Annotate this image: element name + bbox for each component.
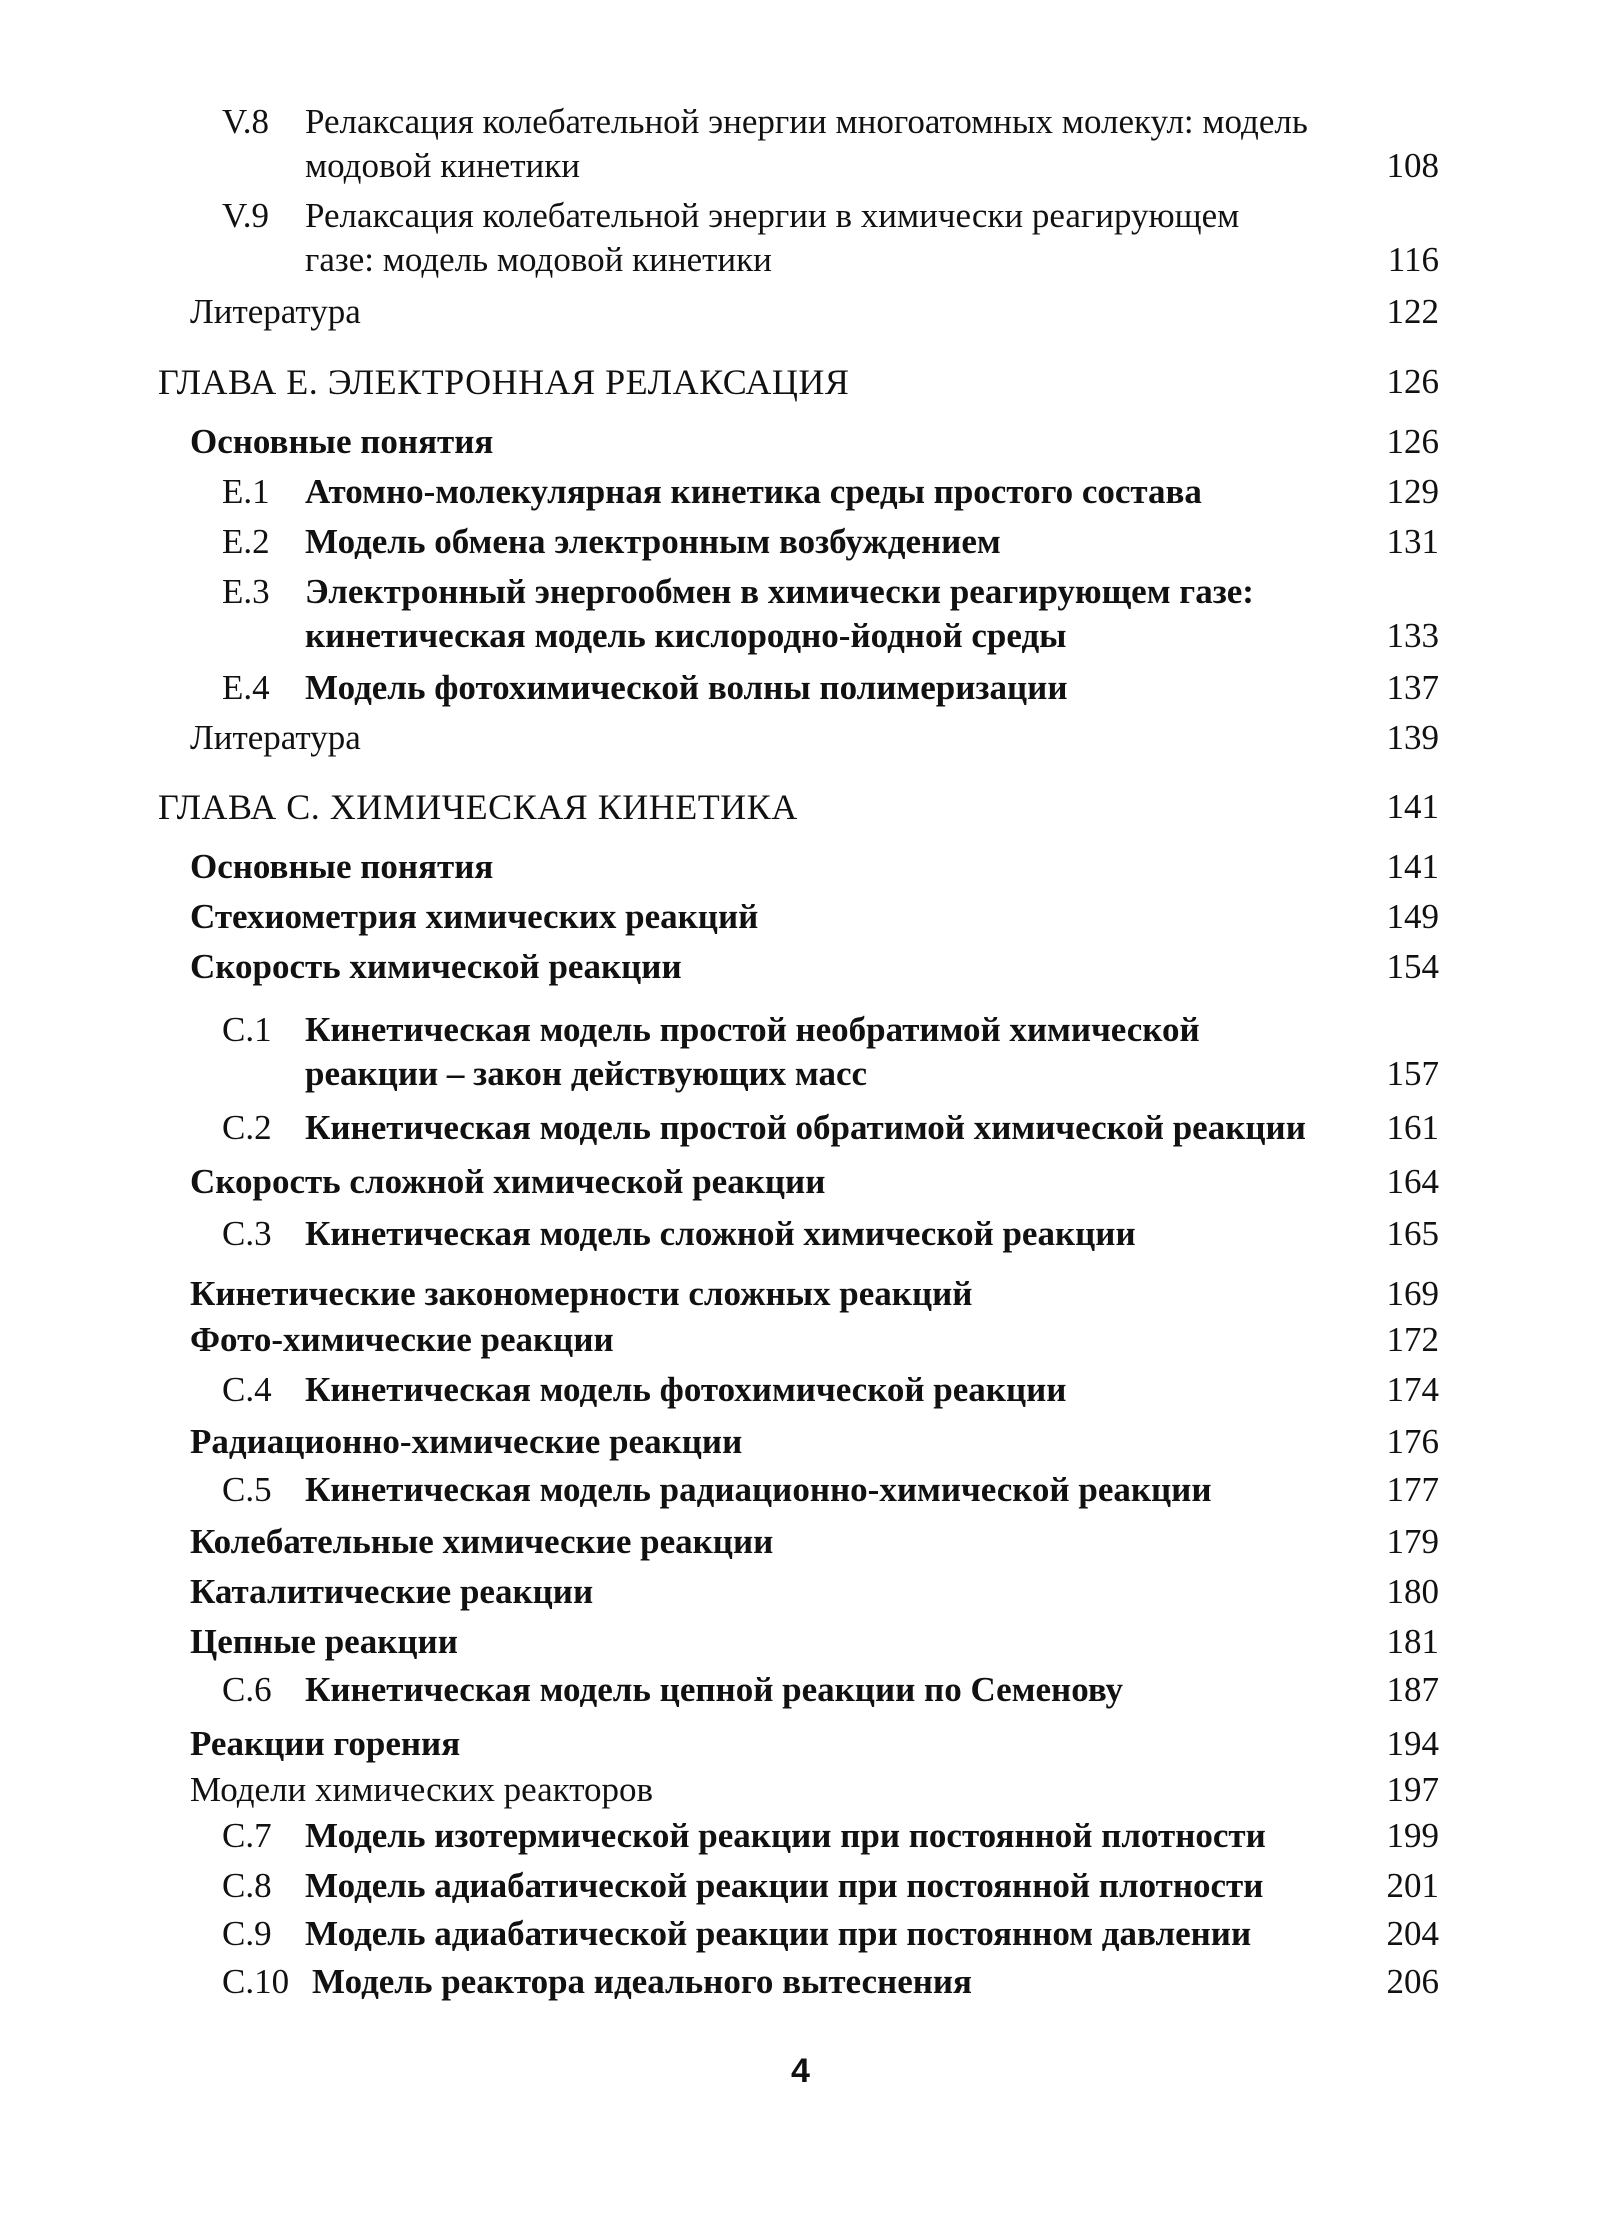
toc-title: Электронный энергообмен в химически реагирующем газе: кинетическая модель кислородно-йодной среды [305, 572, 1254, 655]
toc-title: Каталитические реакции [190, 1572, 594, 1611]
toc-page-number: 197 [1386, 1770, 1439, 1809]
toc-code: V.8 [222, 102, 270, 141]
toc-page-number: 122 [1386, 292, 1439, 331]
toc-page-number: 201 [1386, 1866, 1439, 1905]
toc-page-number: 169 [1386, 1274, 1439, 1313]
toc-title: Основные понятия [190, 847, 494, 886]
toc-title: Основные понятия [190, 422, 494, 461]
toc-page-number: 176 [1386, 1422, 1439, 1461]
toc-page-number: 126 [1386, 362, 1439, 401]
toc-title: Фото-химические реакции [190, 1320, 614, 1359]
toc-page-number: 194 [1386, 1724, 1439, 1763]
toc-code: C.2 [222, 1108, 272, 1147]
chapter-title: ГЛАВА Е. ЭЛЕКТРОННАЯ РЕЛАКСАЦИЯ [158, 362, 850, 402]
toc-title: Стехиометрия химических реакций [190, 897, 759, 936]
toc-page-number: 206 [1386, 1962, 1439, 2001]
toc-title: Кинетическая модель простой обратимой химической реакции [305, 1108, 1306, 1147]
toc-page-number: 174 [1386, 1370, 1439, 1409]
toc-title: Цепные реакции [190, 1622, 458, 1661]
toc-code: C.10 [222, 1962, 290, 2001]
toc-title: Атомно-молекулярная кинетика среды простого состава [305, 472, 1202, 511]
toc-title: Модель фотохимической волны полимеризации [305, 668, 1068, 707]
toc-page-number: 116 [1387, 240, 1439, 279]
toc-page-number: 141 [1386, 787, 1439, 826]
toc-title: Реакции горения [190, 1724, 461, 1763]
toc-title: Кинетическая модель радиационно-химической реакции [305, 1470, 1212, 1509]
toc-title: Скорость сложной химической реакции [190, 1162, 826, 1201]
toc-page-number: 165 [1386, 1214, 1439, 1253]
toc-page-number: 133 [1386, 616, 1439, 655]
toc-title: Релаксация колебательной энергии в химически реагирующем газе: модель модовой кинетики [305, 196, 1240, 279]
toc-title: Модель адиабатической реакции при постоянной плотности [305, 1866, 1264, 1905]
toc-code: E.2 [222, 522, 270, 561]
toc-title: Кинетическая модель фотохимической реакции [305, 1370, 1067, 1409]
toc-title: Релаксация колебательной энергии многоатомных молекул: модель модовой кинетики [305, 102, 1308, 185]
toc-title: Литература [190, 718, 361, 757]
toc-title: Литература [190, 292, 361, 331]
toc-title: Модели химических реакторов [190, 1770, 654, 1809]
toc-page-number: 141 [1386, 847, 1439, 886]
toc-page-number: 139 [1386, 718, 1439, 757]
toc-code: E.3 [222, 572, 270, 611]
toc-code: C.7 [222, 1816, 272, 1855]
toc-page-number: 129 [1386, 472, 1439, 511]
toc-page-number: 137 [1386, 668, 1439, 707]
toc-code: C.1 [222, 1010, 272, 1049]
toc-title: Колебательные химические реакции [190, 1522, 774, 1561]
toc-page-number: 172 [1386, 1320, 1439, 1359]
toc-title: Кинетические закономерности сложных реакций [190, 1274, 973, 1313]
toc-page-number: 181 [1386, 1622, 1439, 1661]
toc-code: E.1 [222, 472, 270, 511]
toc-page-number: 108 [1386, 146, 1439, 185]
toc-title: Модель адиабатической реакции при постоянном давлении [305, 1914, 1252, 1953]
toc-title: Кинетическая модель простой необратимой химической реакции – закон действующих масс [305, 1010, 1200, 1093]
toc-page-number: 161 [1386, 1108, 1439, 1147]
toc-title: Модель изотермической реакции при постоянной плотности [305, 1816, 1266, 1855]
toc-page-number: 180 [1386, 1572, 1439, 1611]
toc-page-number: 131 [1386, 522, 1439, 561]
toc-title: Кинетическая модель сложной химической реакции [305, 1214, 1136, 1253]
toc-code: C.9 [222, 1914, 272, 1953]
toc-title: Кинетическая модель цепной реакции по Семенову [305, 1670, 1124, 1709]
toc-title: Скорость химической реакции [190, 947, 682, 986]
toc-code: C.4 [222, 1370, 272, 1409]
toc-title: Модель реактора идеального вытеснения [312, 1962, 972, 2001]
toc-page-number: 199 [1386, 1816, 1439, 1855]
toc-code: C.6 [222, 1670, 272, 1709]
toc-page-number: 154 [1386, 947, 1439, 986]
toc-code: C.8 [222, 1866, 272, 1905]
toc-code: C.5 [222, 1470, 272, 1509]
toc-title: Модель обмена электронным возбуждением [305, 522, 1001, 561]
toc-code: V.9 [222, 196, 270, 235]
toc-code: E.4 [222, 668, 270, 707]
toc-page-number: 177 [1386, 1470, 1439, 1509]
toc-page-number: 164 [1386, 1162, 1439, 1201]
toc-page-number: 179 [1386, 1522, 1439, 1561]
toc-page-number: 204 [1386, 1914, 1439, 1953]
toc-page-number: 126 [1386, 422, 1439, 461]
toc-page-number: 157 [1386, 1054, 1439, 1093]
chapter-title: ГЛАВА С. ХИМИЧЕСКАЯ КИНЕТИКА [158, 787, 798, 827]
toc-page-number: 149 [1386, 897, 1439, 936]
toc-title: Радиационно-химические реакции [190, 1422, 743, 1461]
toc-page-number: 187 [1386, 1670, 1439, 1709]
page-folio-number: 4 [791, 2052, 810, 2090]
toc-code: C.3 [222, 1214, 272, 1253]
